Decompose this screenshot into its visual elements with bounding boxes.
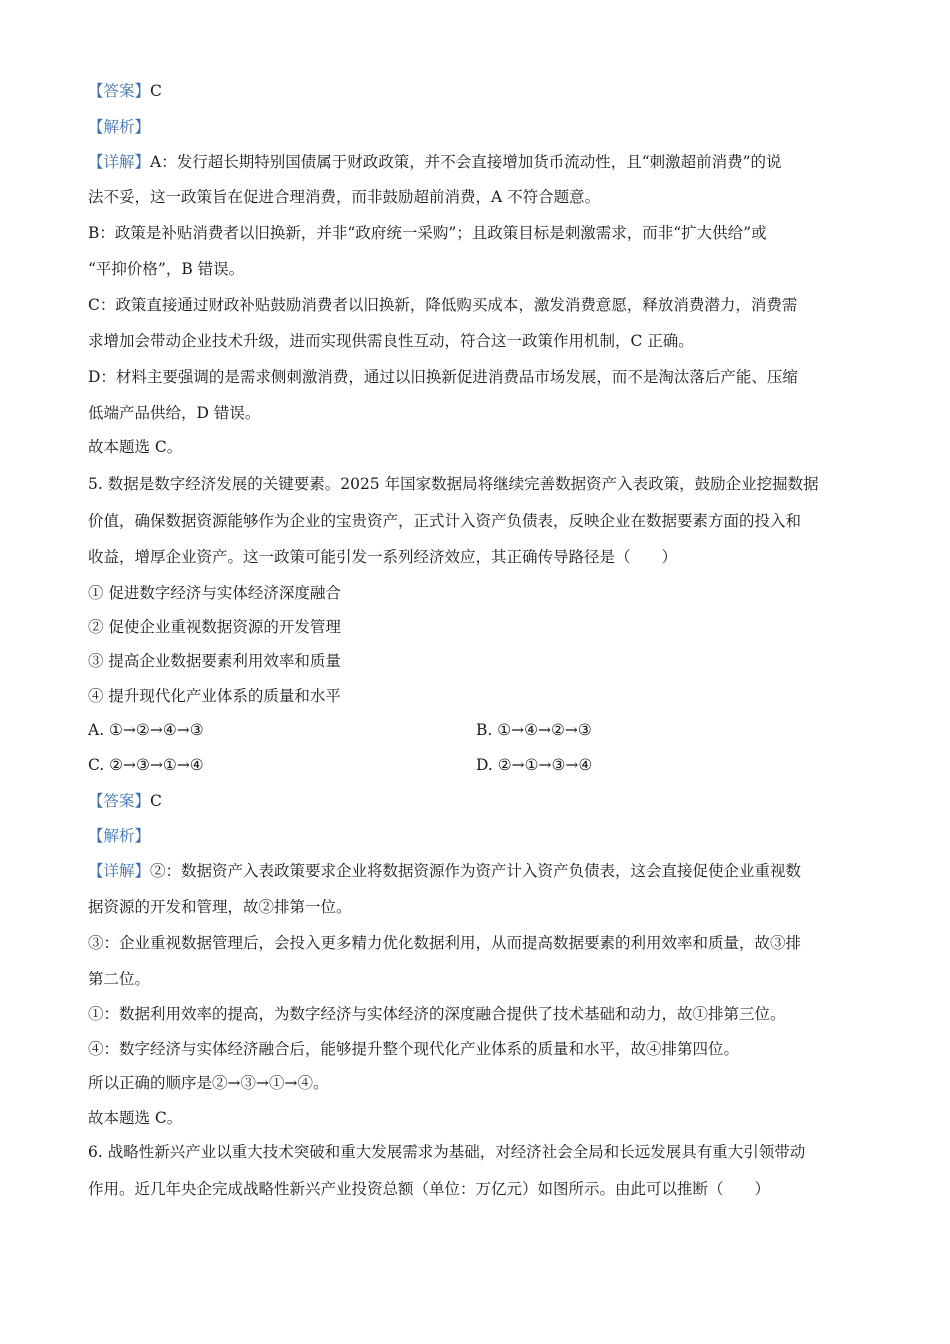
q4-detail-line-6: 求增加会带动企业技术升级，进而实现供需良性互动，符合这一政策作用机制，C 正确。 <box>88 332 694 350</box>
q5-item-2: ② 促使企业重视数据资源的开发管理 <box>88 618 341 636</box>
q5-analysis-tag: 【解析】 <box>88 827 151 845</box>
q4-detail-line-5: C：政策直接通过财政补贴鼓励消费者以旧换新，降低购买成本，激发消费意愿，释放消费潜力，消费需 <box>88 296 798 314</box>
q4-detail-line-8: 低端产品供给，D 错误。 <box>88 404 261 422</box>
q5-option-d: D. ②→①→③→④ <box>476 756 593 774</box>
q5-option-b: B. ①→④→②→③ <box>476 721 592 739</box>
q4-detail-line-2: 法不妥，这一政策旨在促进合理消费，而非鼓励超前消费，A 不符合题意。 <box>88 188 601 206</box>
q5-detail-line-1: 【详解】②：数据资产入表政策要求企业将数据资源作为资产计入资产负债表，这会直接促使企业重视数 <box>88 862 802 880</box>
detail-tag: 【详解】 <box>88 153 151 171</box>
q4-detail-line-1: 【详解】A：发行超长期特别国债属于财政政策，并不会直接增加货币流动性，且“刺激超前消费”的说 <box>88 153 782 171</box>
q4-detail-line-7: D：材料主要强调的是需求侧刺激消费，通过以旧换新促进消费品市场发展，而不是淘汰落后产能、压缩 <box>88 368 798 386</box>
q5-detail-line-7: 所以正确的顺序是②→③→①→④。 <box>88 1074 329 1092</box>
q5-detail-line-5: ①：数据利用效率的提高，为数字经济与实体经济的深度融合提供了技术基础和动力，故①排第三位。 <box>88 1005 786 1023</box>
q5-option-a: A. ①→②→④→③ <box>88 721 204 739</box>
q4-answer-line <box>88 81 162 101</box>
q5-answer-line <box>88 791 162 811</box>
q4-detail-line-4: “平抑价格”，B 错误。 <box>88 260 245 278</box>
answer-tag: 【答案】 <box>88 792 151 810</box>
detail-tag: 【详解】 <box>88 862 151 880</box>
q5-stem-line-2: 价值，确保数据资源能够作为企业的宝贵资产，正式计入资产负债表，反映企业在数据要素方面的投入和 <box>88 512 802 530</box>
q5-detail-line-4: 第二位。 <box>88 970 151 988</box>
q4-detail-line-3: B：政策是补贴消费者以旧换新，并非“政府统一采购”；且政策目标是刺激需求，而非“扩大供给”或 <box>88 224 767 242</box>
q5-stem-line-1: 5. 数据是数字经济发展的关键要素。2025 年国家数据局将继续完善数据资产入表政策，鼓励企业挖掘数据 <box>88 475 819 493</box>
q6-stem-line-2: 作用。近几年央企完成战略性新兴产业投资总额（单位：万亿元）如图所示。由此可以推断（ ） <box>88 1180 771 1198</box>
q5-option-c: C. ②→③→①→④ <box>88 756 204 774</box>
q5-detail-line-6: ④：数字经济与实体经济融合后，能够提升整个现代化产业体系的质量和水平，故④排第四位。 <box>88 1040 740 1058</box>
q5-detail-line-2: 据资源的开发和管理，故②排第一位。 <box>88 898 352 916</box>
answer-tag: 【答案】 <box>88 82 151 100</box>
q4-analysis-tag: 【解析】 <box>88 118 151 136</box>
q5-item-3: ③ 提高企业数据要素利用效率和质量 <box>88 652 341 670</box>
q4-conclusion: 故本题选 C。 <box>88 438 183 456</box>
answer-value: C <box>150 792 162 810</box>
q5-conclusion: 故本题选 C。 <box>88 1109 183 1127</box>
q5-item-1: ① 促进数字经济与实体经济深度融合 <box>88 584 341 602</box>
q5-stem-line-3: 收益，增厚企业资产。这一政策可能引发一系列经济效应，其正确传导路径是（ ） <box>88 548 678 566</box>
answer-value: C <box>150 82 162 100</box>
q6-stem-line-1: 6. 战略性新兴产业以重大技术突破和重大发展需求为基础，对经济社会全局和长远发展具有重大引领带动 <box>88 1143 806 1161</box>
q5-item-4: ④ 提升现代化产业体系的质量和水平 <box>88 687 341 705</box>
q5-detail-line-3: ③：企业重视数据管理后，会投入更多精力优化数据利用，从而提高数据要素的利用效率和质量，故③排 <box>88 934 802 952</box>
